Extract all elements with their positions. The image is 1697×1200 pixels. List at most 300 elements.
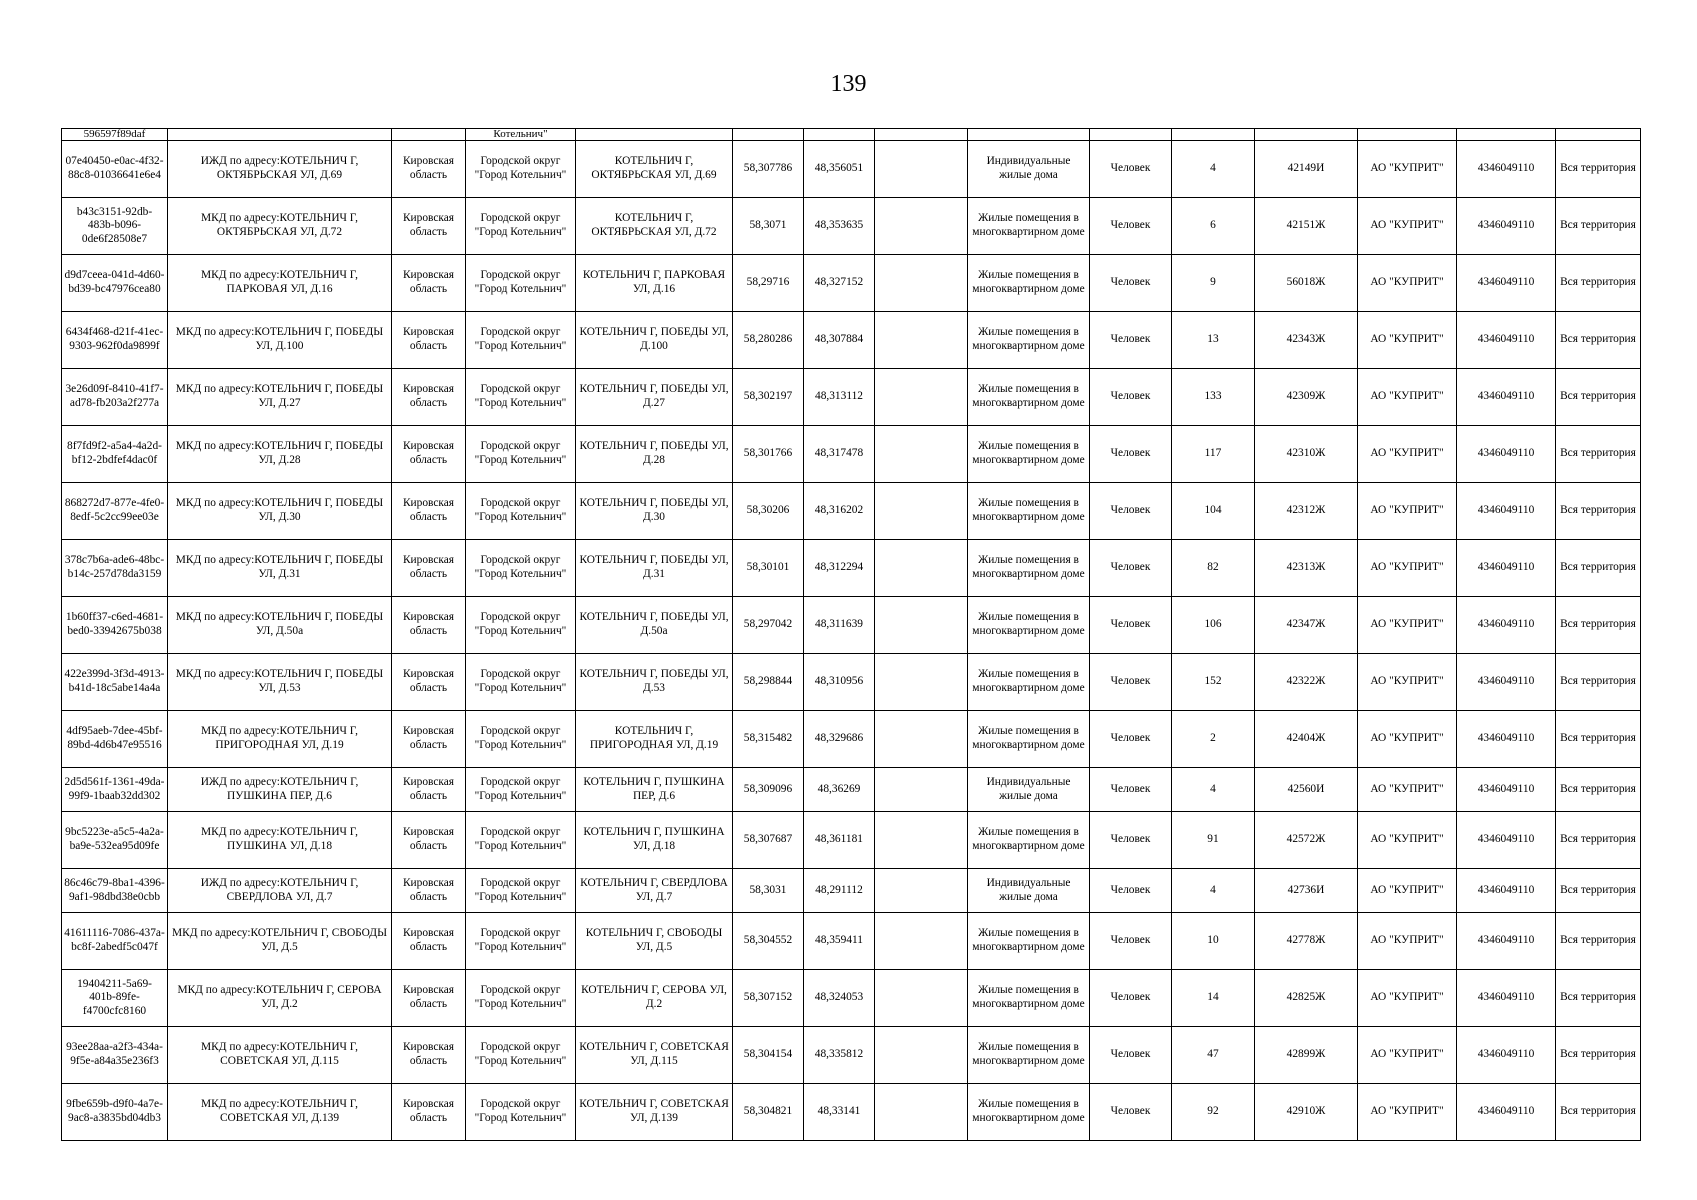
cell-empty-1 <box>875 812 968 869</box>
cell-address: КОТЕЛЬНИЧ Г, ПОБЕДЫ УЛ, Д.31 <box>576 540 733 597</box>
cell-id: 378c7b6a-ade6-48bc-b14c-257d78da3159 <box>62 540 168 597</box>
cell-municipality: Городской округ "Город Котельнич" <box>466 597 576 654</box>
cell-code: 42151Ж <box>1255 198 1358 255</box>
cell-empty-1 <box>875 540 968 597</box>
cell-territory: Вся территория <box>1556 913 1641 970</box>
cell-territory: Вся территория <box>1556 869 1641 913</box>
cell-lat: 58,3031 <box>733 869 804 913</box>
table-row <box>62 426 1641 483</box>
cell-municipality: Городской округ "Город Котельнич" <box>466 369 576 426</box>
cell-code: 42343Ж <box>1255 312 1358 369</box>
cell-municipality: Городской округ "Город Котельнич" <box>466 1084 576 1141</box>
cell-region: Кировская область <box>392 540 466 597</box>
cell-inn: 4346049110 <box>1457 970 1556 1027</box>
cell-name: МКД по адресу:КОТЕЛЬНИЧ Г, ПОБЕДЫ УЛ, Д.53 <box>168 654 392 711</box>
cell-code: 56018Ж <box>1255 255 1358 312</box>
cell-address: КОТЕЛЬНИЧ Г, ПОБЕДЫ УЛ, Д.30 <box>576 483 733 540</box>
cell-count: 92 <box>1172 1084 1255 1141</box>
cell-org: АО "КУПРИТ" <box>1358 141 1457 198</box>
cell-territory: Вся территория <box>1556 711 1641 768</box>
cell-region: Кировская область <box>392 913 466 970</box>
cell-category: Индивидуальные жилые дома <box>968 768 1090 812</box>
cell-code: 42312Ж <box>1255 483 1358 540</box>
cell-org: АО "КУПРИТ" <box>1358 711 1457 768</box>
cell-count: 9 <box>1172 255 1255 312</box>
cell-org: АО "КУПРИТ" <box>1358 654 1457 711</box>
cell-empty-1 <box>875 970 968 1027</box>
cell-municipality: Городской округ "Город Котельнич" <box>466 869 576 913</box>
cell-count: 2 <box>1172 711 1255 768</box>
cell-unit: Человек <box>1090 1084 1172 1141</box>
cell-municipality: Котельнич" <box>466 129 576 141</box>
cell-inn <box>1457 129 1556 141</box>
cell-inn: 4346049110 <box>1457 913 1556 970</box>
cell-territory: Вся территория <box>1556 426 1641 483</box>
cell-region <box>392 129 466 141</box>
cell-municipality: Городской округ "Город Котельнич" <box>466 312 576 369</box>
cell-region: Кировская область <box>392 141 466 198</box>
cell-code: 42825Ж <box>1255 970 1358 1027</box>
cell-inn: 4346049110 <box>1457 654 1556 711</box>
cell-empty-1 <box>875 255 968 312</box>
cell-territory: Вся территория <box>1556 1084 1641 1141</box>
cell-id: 93ee28aa-a2f3-434a-9f5e-a84a35e236f3 <box>62 1027 168 1084</box>
cell-count: 106 <box>1172 597 1255 654</box>
cell-municipality: Городской округ "Город Котельнич" <box>466 812 576 869</box>
cell-unit: Человек <box>1090 711 1172 768</box>
cell-unit: Человек <box>1090 141 1172 198</box>
cell-unit <box>1090 129 1172 141</box>
continuation-row <box>62 129 1641 141</box>
cell-region: Кировская область <box>392 1027 466 1084</box>
cell-unit: Человек <box>1090 483 1172 540</box>
page-number: 139 <box>830 71 867 97</box>
cell-count: 4 <box>1172 869 1255 913</box>
table-row <box>62 483 1641 540</box>
cell-code: 42347Ж <box>1255 597 1358 654</box>
cell-code: 42404Ж <box>1255 711 1358 768</box>
cell-empty-1 <box>875 426 968 483</box>
cell-lat: 58,29716 <box>733 255 804 312</box>
cell-municipality: Городской округ "Город Котельнич" <box>466 540 576 597</box>
cell-unit: Человек <box>1090 255 1172 312</box>
cell-address: КОТЕЛЬНИЧ Г, ОКТЯБРЬСКАЯ УЛ, Д.69 <box>576 141 733 198</box>
cell-empty-1 <box>875 869 968 913</box>
cell-territory: Вся территория <box>1556 540 1641 597</box>
cell-code: 42778Ж <box>1255 913 1358 970</box>
cell-lat: 58,315482 <box>733 711 804 768</box>
cell-address: КОТЕЛЬНИЧ Г, ПОБЕДЫ УЛ, Д.28 <box>576 426 733 483</box>
cell-address: КОТЕЛЬНИЧ Г, СВЕРДЛОВА УЛ, Д.7 <box>576 869 733 913</box>
cell-name: МКД по адресу:КОТЕЛЬНИЧ Г, ПУШКИНА УЛ, Д.18 <box>168 812 392 869</box>
cell-org: АО "КУПРИТ" <box>1358 869 1457 913</box>
cell-territory: Вся территория <box>1556 1027 1641 1084</box>
cell-category: Индивидуальные жилые дома <box>968 141 1090 198</box>
cell-lat: 58,302197 <box>733 369 804 426</box>
cell-lon: 48,329686 <box>804 711 875 768</box>
cell-lon: 48,335812 <box>804 1027 875 1084</box>
cell-org: АО "КУПРИТ" <box>1358 255 1457 312</box>
cell-address: КОТЕЛЬНИЧ Г, СЕРОВА УЛ, Д.2 <box>576 970 733 1027</box>
cell-lat: 58,280286 <box>733 312 804 369</box>
cell-unit: Человек <box>1090 913 1172 970</box>
cell-empty-1 <box>875 141 968 198</box>
cell-id: 8f7fd9f2-a5a4-4a2d-bf12-2bdfef4dac0f <box>62 426 168 483</box>
cell-region: Кировская область <box>392 426 466 483</box>
cell-lat: 58,304821 <box>733 1084 804 1141</box>
cell-lon: 48,353635 <box>804 198 875 255</box>
table-row <box>62 255 1641 312</box>
cell-lon: 48,291112 <box>804 869 875 913</box>
cell-lon: 48,324053 <box>804 970 875 1027</box>
cell-id: 3e26d09f-8410-41f7-ad78-fb203a2f277a <box>62 369 168 426</box>
cell-category: Жилые помещения в многоквартирном доме <box>968 255 1090 312</box>
cell-id: 86c46c79-8ba1-4396-9af1-98dbd38e0cbb <box>62 869 168 913</box>
cell-lon: 48,36269 <box>804 768 875 812</box>
cell-lat: 58,304552 <box>733 913 804 970</box>
cell-org: АО "КУПРИТ" <box>1358 1027 1457 1084</box>
cell-region: Кировская область <box>392 812 466 869</box>
cell-lat: 58,309096 <box>733 768 804 812</box>
cell-name: МКД по адресу:КОТЕЛЬНИЧ Г, ПОБЕДЫ УЛ, Д.31 <box>168 540 392 597</box>
cell-region: Кировская область <box>392 255 466 312</box>
cell-inn: 4346049110 <box>1457 1084 1556 1141</box>
cell-category: Жилые помещения в многоквартирном доме <box>968 1084 1090 1141</box>
cell-count: 117 <box>1172 426 1255 483</box>
cell-address: КОТЕЛЬНИЧ Г, ПОБЕДЫ УЛ, Д.50а <box>576 597 733 654</box>
cell-org: АО "КУПРИТ" <box>1358 312 1457 369</box>
cell-municipality: Городской округ "Город Котельнич" <box>466 141 576 198</box>
cell-name: МКД по адресу:КОТЕЛЬНИЧ Г, ОКТЯБРЬСКАЯ УЛ, Д.72 <box>168 198 392 255</box>
cell-region: Кировская область <box>392 970 466 1027</box>
cell-region: Кировская область <box>392 768 466 812</box>
cell-category: Жилые помещения в многоквартирном доме <box>968 597 1090 654</box>
cell-lon: 48,311639 <box>804 597 875 654</box>
cell-empty-1 <box>875 1027 968 1084</box>
cell-inn: 4346049110 <box>1457 483 1556 540</box>
cell-unit: Человек <box>1090 540 1172 597</box>
cell-territory: Вся территория <box>1556 312 1641 369</box>
cell-id: 07e40450-e0ac-4f32-88c8-01036641e6e4 <box>62 141 168 198</box>
cell-lat: 58,307687 <box>733 812 804 869</box>
cell-municipality: Городской округ "Город Котельнич" <box>466 483 576 540</box>
cell-code: 42899Ж <box>1255 1027 1358 1084</box>
table-row <box>62 198 1641 255</box>
cell-org: АО "КУПРИТ" <box>1358 369 1457 426</box>
cell-empty-1 <box>875 768 968 812</box>
cell-code: 42322Ж <box>1255 654 1358 711</box>
cell-territory: Вся территория <box>1556 812 1641 869</box>
cell-address: КОТЕЛЬНИЧ Г, ПРИГОРОДНАЯ УЛ, Д.19 <box>576 711 733 768</box>
cell-inn: 4346049110 <box>1457 869 1556 913</box>
cell-inn: 4346049110 <box>1457 312 1556 369</box>
cell-count: 104 <box>1172 483 1255 540</box>
cell-empty-1 <box>875 913 968 970</box>
cell-category: Жилые помещения в многоквартирном доме <box>968 654 1090 711</box>
cell-count: 4 <box>1172 141 1255 198</box>
cell-category: Жилые помещения в многоквартирном доме <box>968 369 1090 426</box>
cell-id: 4df95aeb-7dee-45bf-89bd-4d6b47e95516 <box>62 711 168 768</box>
table-row <box>62 869 1641 913</box>
cell-name: МКД по адресу:КОТЕЛЬНИЧ Г, СВОБОДЫ УЛ, Д.5 <box>168 913 392 970</box>
cell-address: КОТЕЛЬНИЧ Г, СВОБОДЫ УЛ, Д.5 <box>576 913 733 970</box>
cell-region: Кировская область <box>392 198 466 255</box>
cell-municipality: Городской округ "Город Котельнич" <box>466 255 576 312</box>
cell-id: 596597f89daf <box>62 129 168 141</box>
cell-address: КОТЕЛЬНИЧ Г, ПОБЕДЫ УЛ, Д.100 <box>576 312 733 369</box>
cell-unit: Человек <box>1090 812 1172 869</box>
cell-org: АО "КУПРИТ" <box>1358 768 1457 812</box>
cell-code: 42310Ж <box>1255 426 1358 483</box>
cell-org: АО "КУПРИТ" <box>1358 970 1457 1027</box>
cell-region: Кировская область <box>392 654 466 711</box>
cell-lat: 58,30206 <box>733 483 804 540</box>
registry-table <box>61 128 1641 1141</box>
cell-unit: Человек <box>1090 1027 1172 1084</box>
table-row <box>62 711 1641 768</box>
cell-lon: 48,307884 <box>804 312 875 369</box>
cell-territory <box>1556 129 1641 141</box>
cell-count: 14 <box>1172 970 1255 1027</box>
cell-org: АО "КУПРИТ" <box>1358 597 1457 654</box>
cell-unit: Человек <box>1090 597 1172 654</box>
cell-inn: 4346049110 <box>1457 768 1556 812</box>
cell-address: КОТЕЛЬНИЧ Г, ПУШКИНА ПЕР, Д.6 <box>576 768 733 812</box>
cell-empty-1 <box>875 312 968 369</box>
cell-name: МКД по адресу:КОТЕЛЬНИЧ Г, СОВЕТСКАЯ УЛ, Д.139 <box>168 1084 392 1141</box>
cell-unit: Человек <box>1090 312 1172 369</box>
table-row <box>62 1084 1641 1141</box>
table-row <box>62 812 1641 869</box>
cell-org: АО "КУПРИТ" <box>1358 1084 1457 1141</box>
cell-region: Кировская область <box>392 711 466 768</box>
cell-code: 42736И <box>1255 869 1358 913</box>
cell-inn: 4346049110 <box>1457 597 1556 654</box>
cell-empty-1 <box>875 597 968 654</box>
cell-lat: 58,30101 <box>733 540 804 597</box>
cell-id: 422e399d-3f3d-4913-b41d-18c5abe14a4a <box>62 654 168 711</box>
table-row <box>62 913 1641 970</box>
cell-territory: Вся территория <box>1556 369 1641 426</box>
cell-id: 1b60ff37-c6ed-4681-bed0-33942675b038 <box>62 597 168 654</box>
cell-municipality: Городской округ "Город Котельнич" <box>466 711 576 768</box>
cell-lat: 58,297042 <box>733 597 804 654</box>
cell-municipality: Городской округ "Город Котельнич" <box>466 768 576 812</box>
cell-region: Кировская область <box>392 483 466 540</box>
cell-municipality: Городской округ "Город Котельнич" <box>466 654 576 711</box>
cell-count: 13 <box>1172 312 1255 369</box>
cell-name: МКД по адресу:КОТЕЛЬНИЧ Г, ПОБЕДЫ УЛ, Д.100 <box>168 312 392 369</box>
cell-category: Жилые помещения в многоквартирном доме <box>968 426 1090 483</box>
cell-category: Жилые помещения в многоквартирном доме <box>968 198 1090 255</box>
table-row <box>62 141 1641 198</box>
cell-territory: Вся территория <box>1556 654 1641 711</box>
cell-name: МКД по адресу:КОТЕЛЬНИЧ Г, ПОБЕДЫ УЛ, Д.30 <box>168 483 392 540</box>
cell-name: ИЖД по адресу:КОТЕЛЬНИЧ Г, ОКТЯБРЬСКАЯ УЛ, Д.69 <box>168 141 392 198</box>
cell-category: Жилые помещения в многоквартирном доме <box>968 540 1090 597</box>
cell-municipality: Городской округ "Город Котельнич" <box>466 1027 576 1084</box>
cell-address: КОТЕЛЬНИЧ Г, СОВЕТСКАЯ УЛ, Д.139 <box>576 1084 733 1141</box>
cell-code <box>1255 129 1358 141</box>
cell-org: АО "КУПРИТ" <box>1358 812 1457 869</box>
cell-code: 42309Ж <box>1255 369 1358 426</box>
table-row <box>62 369 1641 426</box>
cell-id: d9d7ceea-041d-4d60-bd39-bc47976cea80 <box>62 255 168 312</box>
cell-id: 9fbe659b-d9f0-4a7e-9ac8-a3835bd04db3 <box>62 1084 168 1141</box>
cell-count: 133 <box>1172 369 1255 426</box>
cell-category: Жилые помещения в многоквартирном доме <box>968 312 1090 369</box>
table-row <box>62 654 1641 711</box>
cell-unit: Человек <box>1090 970 1172 1027</box>
cell-lon: 48,312294 <box>804 540 875 597</box>
table-row <box>62 540 1641 597</box>
cell-region: Кировская область <box>392 369 466 426</box>
cell-lat: 58,307786 <box>733 141 804 198</box>
cell-address: КОТЕЛЬНИЧ Г, ПУШКИНА УЛ, Д.18 <box>576 812 733 869</box>
cell-unit: Человек <box>1090 426 1172 483</box>
cell-unit: Человек <box>1090 198 1172 255</box>
cell-category: Жилые помещения в многоквартирном доме <box>968 483 1090 540</box>
cell-address: КОТЕЛЬНИЧ Г, СОВЕТСКАЯ УЛ, Д.115 <box>576 1027 733 1084</box>
cell-name: МКД по адресу:КОТЕЛЬНИЧ Г, ПОБЕДЫ УЛ, Д.50а <box>168 597 392 654</box>
cell-lat: 58,304154 <box>733 1027 804 1084</box>
cell-lon: 48,359411 <box>804 913 875 970</box>
cell-inn: 4346049110 <box>1457 426 1556 483</box>
cell-name <box>168 129 392 141</box>
cell-id: b43c3151-92db-483b-b096-0de6f28508e7 <box>62 198 168 255</box>
cell-category: Жилые помещения в многоквартирном доме <box>968 913 1090 970</box>
table-row <box>62 768 1641 812</box>
cell-empty-1 <box>875 198 968 255</box>
cell-empty-1 <box>875 654 968 711</box>
cell-org: АО "КУПРИТ" <box>1358 483 1457 540</box>
table-row <box>62 1027 1641 1084</box>
cell-category: Жилые помещения в многоквартирном доме <box>968 711 1090 768</box>
cell-inn: 4346049110 <box>1457 812 1556 869</box>
cell-count: 4 <box>1172 768 1255 812</box>
cell-id: 2d5d561f-1361-49da-99f9-1baab32dd302 <box>62 768 168 812</box>
cell-region: Кировская область <box>392 597 466 654</box>
cell-lon: 48,317478 <box>804 426 875 483</box>
cell-lon <box>804 129 875 141</box>
table-row <box>62 970 1641 1027</box>
cell-category: Жилые помещения в многоквартирном доме <box>968 1027 1090 1084</box>
cell-unit: Человек <box>1090 869 1172 913</box>
cell-name: МКД по адресу:КОТЕЛЬНИЧ Г, СОВЕТСКАЯ УЛ, Д.115 <box>168 1027 392 1084</box>
cell-org: АО "КУПРИТ" <box>1358 913 1457 970</box>
cell-lat: 58,301766 <box>733 426 804 483</box>
cell-count: 10 <box>1172 913 1255 970</box>
cell-lat: 58,3071 <box>733 198 804 255</box>
cell-count <box>1172 129 1255 141</box>
cell-lon: 48,361181 <box>804 812 875 869</box>
cell-id: 9bc5223e-a5c5-4a2a-ba9e-532ea95d09fe <box>62 812 168 869</box>
cell-region: Кировская область <box>392 869 466 913</box>
cell-empty-1 <box>875 1084 968 1141</box>
cell-address: КОТЕЛЬНИЧ Г, ПАРКОВАЯ УЛ, Д.16 <box>576 255 733 312</box>
cell-region: Кировская область <box>392 312 466 369</box>
cell-code: 42910Ж <box>1255 1084 1358 1141</box>
cell-inn: 4346049110 <box>1457 141 1556 198</box>
cell-municipality: Городской округ "Город Котельнич" <box>466 970 576 1027</box>
registry-body <box>62 129 1641 1141</box>
cell-municipality: Городской округ "Город Котельнич" <box>466 198 576 255</box>
cell-count: 91 <box>1172 812 1255 869</box>
cell-count: 6 <box>1172 198 1255 255</box>
cell-code: 42572Ж <box>1255 812 1358 869</box>
cell-inn: 4346049110 <box>1457 255 1556 312</box>
cell-category: Жилые помещения в многоквартирном доме <box>968 812 1090 869</box>
cell-id: 6434f468-d21f-41ec-9303-962f0da9899f <box>62 312 168 369</box>
cell-name: МКД по адресу:КОТЕЛЬНИЧ Г, ПОБЕДЫ УЛ, Д.27 <box>168 369 392 426</box>
cell-name: МКД по адресу:КОТЕЛЬНИЧ Г, ПРИГОРОДНАЯ УЛ, Д.19 <box>168 711 392 768</box>
table-row <box>62 597 1641 654</box>
cell-category: Жилые помещения в многоквартирном доме <box>968 970 1090 1027</box>
cell-name: МКД по адресу:КОТЕЛЬНИЧ Г, СЕРОВА УЛ, Д.2 <box>168 970 392 1027</box>
cell-org: АО "КУПРИТ" <box>1358 198 1457 255</box>
cell-inn: 4346049110 <box>1457 369 1556 426</box>
cell-empty-1 <box>875 369 968 426</box>
cell-territory: Вся территория <box>1556 255 1641 312</box>
cell-territory: Вся территория <box>1556 141 1641 198</box>
cell-unit: Человек <box>1090 654 1172 711</box>
cell-inn: 4346049110 <box>1457 540 1556 597</box>
cell-lon: 48,356051 <box>804 141 875 198</box>
cell-id: 868272d7-877e-4fe0-8edf-5c2cc99ee03e <box>62 483 168 540</box>
cell-lat: 58,298844 <box>733 654 804 711</box>
cell-lat: 58,307152 <box>733 970 804 1027</box>
cell-lon: 48,313112 <box>804 369 875 426</box>
cell-lon: 48,33141 <box>804 1084 875 1141</box>
cell-territory: Вся территория <box>1556 483 1641 540</box>
cell-unit: Человек <box>1090 768 1172 812</box>
cell-org: АО "КУПРИТ" <box>1358 426 1457 483</box>
cell-address <box>576 129 733 141</box>
cell-unit: Человек <box>1090 369 1172 426</box>
cell-inn: 4346049110 <box>1457 711 1556 768</box>
cell-org: АО "КУПРИТ" <box>1358 540 1457 597</box>
cell-inn: 4346049110 <box>1457 1027 1556 1084</box>
cell-name: МКД по адресу:КОТЕЛЬНИЧ Г, ПАРКОВАЯ УЛ, Д.16 <box>168 255 392 312</box>
cell-empty-1 <box>875 711 968 768</box>
cell-municipality: Городской округ "Город Котельнич" <box>466 913 576 970</box>
cell-code: 42560И <box>1255 768 1358 812</box>
cell-address: КОТЕЛЬНИЧ Г, ПОБЕДЫ УЛ, Д.27 <box>576 369 733 426</box>
cell-territory: Вся территория <box>1556 597 1641 654</box>
cell-lon: 48,327152 <box>804 255 875 312</box>
cell-name: ИЖД по адресу:КОТЕЛЬНИЧ Г, ПУШКИНА ПЕР, Д.6 <box>168 768 392 812</box>
cell-address: КОТЕЛЬНИЧ Г, ОКТЯБРЬСКАЯ УЛ, Д.72 <box>576 198 733 255</box>
cell-category <box>968 129 1090 141</box>
cell-count: 82 <box>1172 540 1255 597</box>
cell-lon: 48,316202 <box>804 483 875 540</box>
cell-empty-1 <box>875 483 968 540</box>
cell-address: КОТЕЛЬНИЧ Г, ПОБЕДЫ УЛ, Д.53 <box>576 654 733 711</box>
cell-region: Кировская область <box>392 1084 466 1141</box>
cell-lon: 48,310956 <box>804 654 875 711</box>
table-row <box>62 312 1641 369</box>
cell-count: 47 <box>1172 1027 1255 1084</box>
cell-name: ИЖД по адресу:КОТЕЛЬНИЧ Г, СВЕРДЛОВА УЛ, Д.7 <box>168 869 392 913</box>
cell-municipality: Городской округ "Город Котельнич" <box>466 426 576 483</box>
cell-territory: Вся территория <box>1556 970 1641 1027</box>
cell-id: 19404211-5a69-401b-89fe-f4700cfc8160 <box>62 970 168 1027</box>
cell-territory: Вся территория <box>1556 768 1641 812</box>
cell-lat <box>733 129 804 141</box>
cell-count: 152 <box>1172 654 1255 711</box>
cell-name: МКД по адресу:КОТЕЛЬНИЧ Г, ПОБЕДЫ УЛ, Д.28 <box>168 426 392 483</box>
cell-code: 42313Ж <box>1255 540 1358 597</box>
